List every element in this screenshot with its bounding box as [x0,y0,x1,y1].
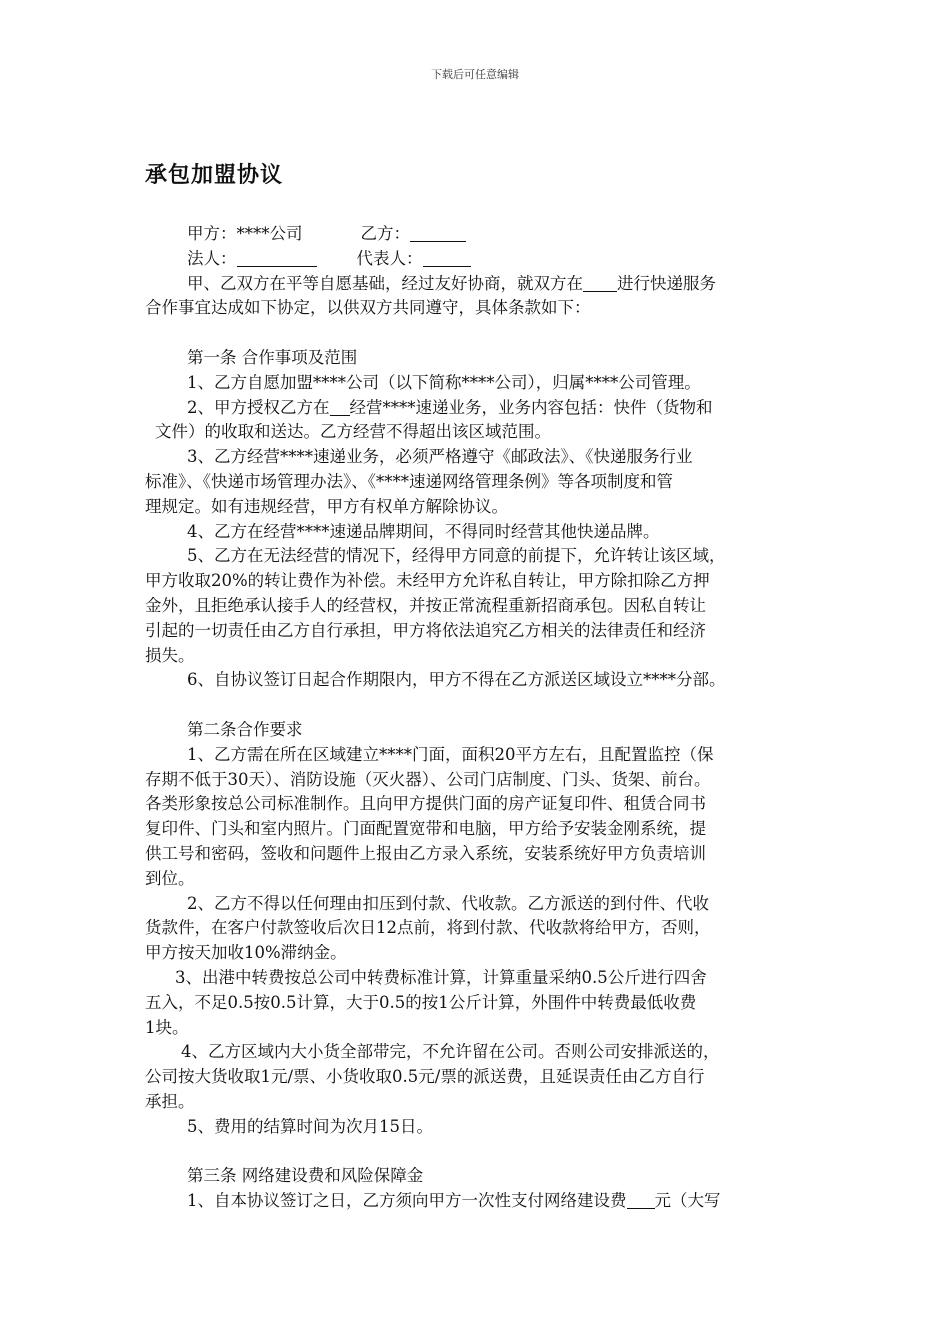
article-2-item-1: 1、乙方需在所在区域建立****门面，面积20平方左右，且配置监控（保 [187,744,714,764]
parties-line-2 [145,247,815,272]
article-3-heading: 第三条 网络建设费和风险保障金 [187,1166,424,1186]
representative-blank [423,249,471,267]
article-3-item-1: 1、自本协议签订之日，乙方须向甲方一次性支付网络建设费 元（大写 [187,1191,721,1211]
article-1-item-5: 5、乙方在无法经营的情况下，经得甲方同意的前提下，允许转让该区域， [187,546,726,566]
article-2-item-5: 5、费用的结算时间为次月15日。 [187,1116,433,1136]
intro-line-2: 合作事宜达成如下协定，以供双方共同遵守，具体条款如下： [145,298,591,318]
article-2-item-2: 2、乙方不得以任何理由扣压到付款、代收款。乙方派送的到付件、代收 [187,893,709,913]
article-1-item-6: 6、自协议签订日起合作期限内，甲方不得在乙方派送区域设立****分部。 [187,670,726,690]
representative: 代表人： [356,248,423,268]
area-blank [330,398,350,416]
article-1-heading: 第一条 合作事项及范围 [187,347,358,367]
document-title: 承包加盟协议 [145,162,284,188]
legal-rep-blank [237,249,317,267]
article-1-item-1: 1、乙方自愿加盟****公司（以下简称****公司），归属****公司管理。 [187,372,701,392]
parties-line-1 [145,222,815,247]
article-1-item-3: 3、乙方经营****速递业务，必须严格遵守《邮政法》、《快递服务行业 [187,447,693,467]
legal-rep: 法人： [187,248,237,268]
article-1-item-2-cont: 文件）的收取和送达。乙方经营不得超出该区域范围。 [155,422,551,442]
party-b-blank [410,224,466,242]
document-body: 甲方：****公司 乙方： 法人： 代表人： 甲、乙双方在平等自愿基础，经过友好协商，就双方在 进行快递服务 合作事宜达成如下协定，以供双方共同遵守，具体条款如下： 第一条 合作事项及范围 1、乙方自愿加盟****公司（以下简称****公司），归属****公司管理。 2、甲方授权乙方在 经营****速递业务，业务内容包括：快件（货物和 文件）的收取和送达。乙方经营不得超出该区域范围。 3、乙方经营****速递业务，必须严格遵守《邮政法》、《快递服务行业 标准》、《快递市场管理办法》、《****速递网络管理条例》等各项制度和管 理规定。如有违规经营，甲方有权单方解除协议。 4、乙方在经营****速递品牌期间，不得同时经营其他快递品牌。 5、乙方在无法经营的情况下，经得甲方同意的前提下，允许转让该区域， 甲方收取20%的转让费作为补偿。未经甲方允许私自转让，甲方除扣除乙方押 金外，且拒绝承认接手人的经营权，并按正常流程重新招商承包。因私自转让 引起的一切责任由乙方自行承担，甲方将依法追究乙方相关的法律责任和经济 损失。 6、自协议签订日起合作期限内，甲方不得在乙方派送区域设立****分部。 第二条合作要求 1、乙方需在所在区域建立****门面，面积20平方左右，且配置监控（保 存期不低于30天）、消防设施（灭火器）、公司门店制度、门头、货架、前台。 各类形象按总公司标准制作。且向甲方提供门面的房产证复印件、租赁合同书 复印件、门头和室内照片。门面配置宽带和电脑，甲方给予安装金刚系统，提 供工号和密码，签收和问题件上报由乙方录入系统，安装系统好甲方负责培训 到位。 2、乙方不得以任何理由扣压到付款、代收款。乙方派送的到付件、代收 货款件，在客户付款签收后次日12点前，将到付款、代收款将给甲方，否则， 甲方按天加收10%滞纳金。 3、出港中转费按总公司中转费标准计算，计算重量采纳0.5公斤进行四舍 五入，不足0.5按0.5计算，大于0.5的按1公斤计算，外围件中转费最低收费 1块。 4、乙方区域内大小货全部带完，不允许留在公司。否则公司安排派送的， 公司按大货收取1元/票、小货收取0.5元/票的派送费，且延误责任由乙方自行 承担。 5、费用的结算时间为次月15日。 第三条 网络建设费和风险保障金 1、自本协议签订之日，乙方须向甲方一次性支付网络建设费 元（大写 [145,222,815,1214]
party-a: 甲方：****公司 [187,224,303,243]
fee-blank [627,1191,655,1209]
article-1-item-4: 4、乙方在经营****速递品牌期间，不得同时经营其他快递品牌。 [187,521,660,541]
party-b: 乙方： [360,224,410,243]
page-header: 下载后可任意编辑 [431,68,519,81]
article-2-item-3: 3、出港中转费按总公司中转费标准计算，计算重量采纳0.5公斤进行四舍 [175,967,707,987]
article-2-item-4: 4、乙方区域内大小货全部带完，不允许留在公司。否则公司安排派送的， [181,1042,720,1062]
intro-line-1: 甲、乙双方在平等自愿基础，经过友好协商，就双方在 进行快递服务 [187,273,716,293]
article-1-item-2: 2、甲方授权乙方在 经营****速递业务，业务内容包括：快件（货物和 [187,397,713,417]
article-2-heading: 第二条合作要求 [187,719,303,739]
region-blank [583,274,617,292]
